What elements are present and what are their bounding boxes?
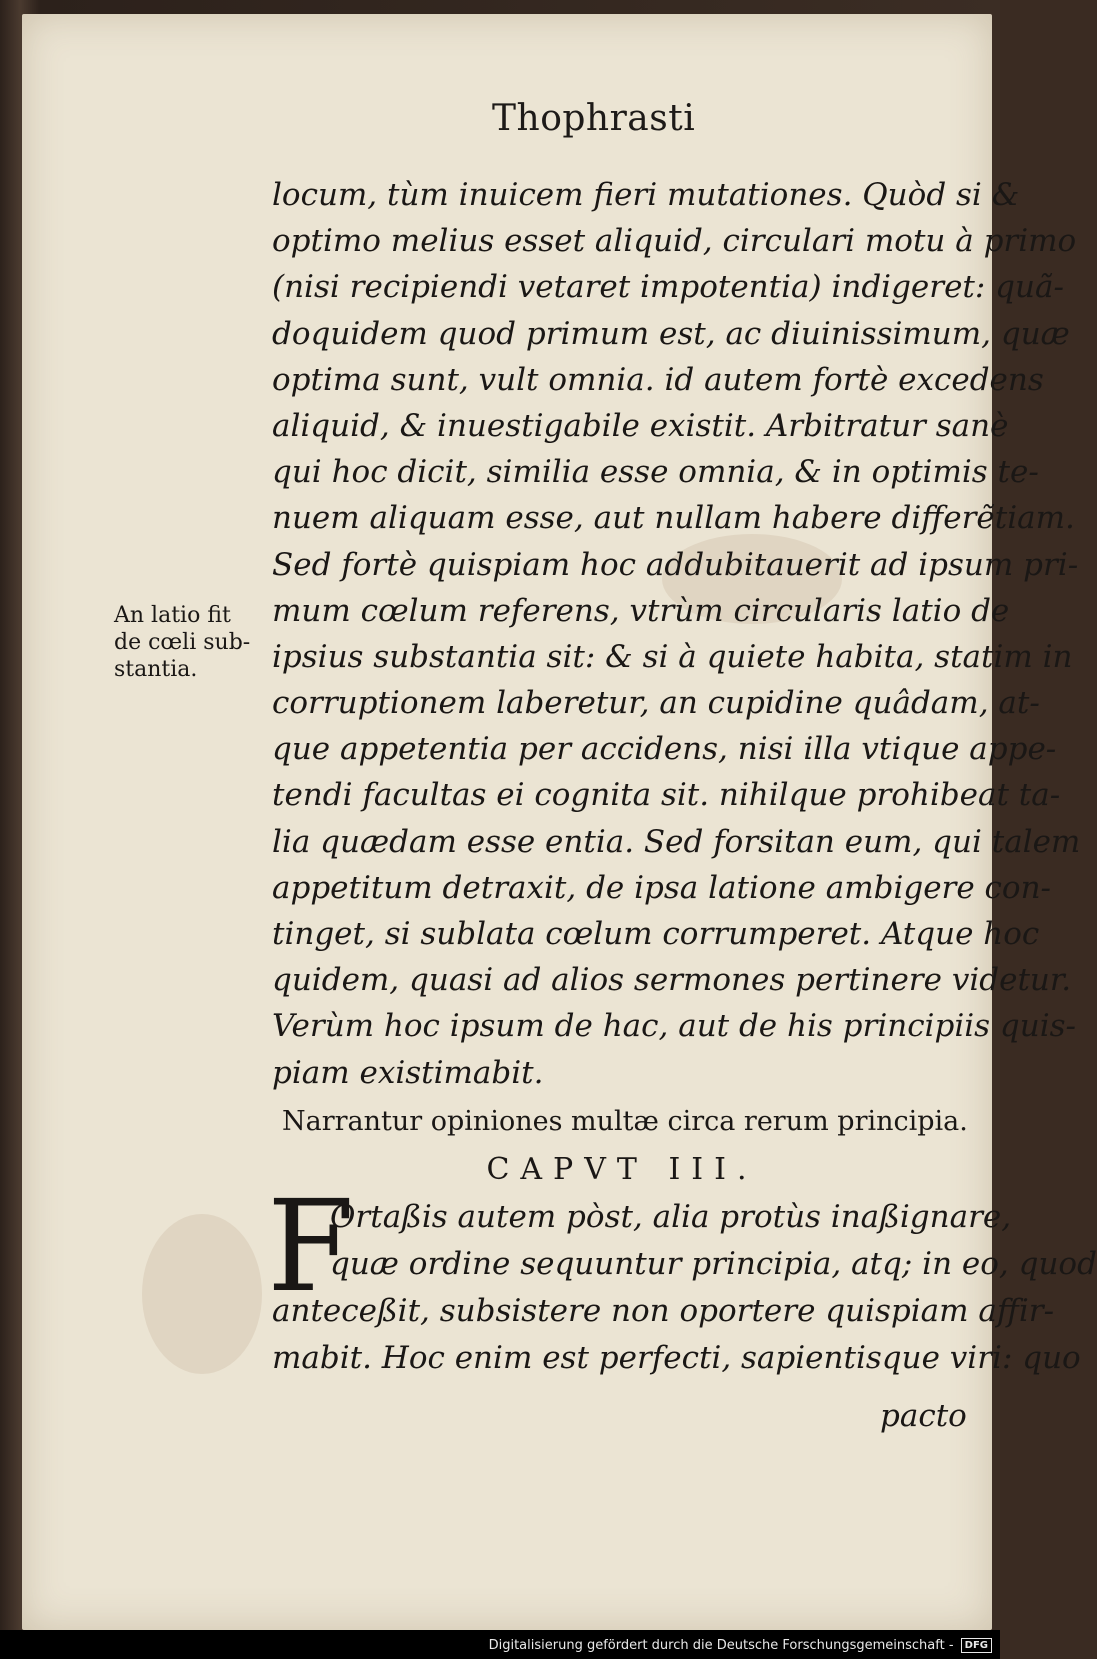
text-line: doquidem quod primum est, ac diuinissimum, quæ bbox=[272, 315, 1070, 352]
text-line: piam existimabit. bbox=[272, 1054, 544, 1091]
text-line: anteceßit, subsistere non oportere quispiam affir- bbox=[272, 1293, 1055, 1329]
paper-stain bbox=[142, 1214, 262, 1374]
dfg-logo-icon: DFG bbox=[961, 1638, 992, 1653]
text-line: mabit. Hoc enim est perfecti, sapientisque viri: quo bbox=[272, 1340, 1081, 1376]
text-line: nuem aliquam esse, aut nullam habere differẽtiam. bbox=[272, 500, 1075, 537]
text-line: Sed fortè quispiam hoc addubitauerit ad ipsum pri- bbox=[272, 546, 1079, 583]
text-line: optima sunt, vult omnia. id autem fortè excedens bbox=[272, 361, 1044, 398]
text-line: mum cœlum referens, vtrùm circularis latio de bbox=[272, 592, 1010, 629]
text-line: locum, tùm inuicem fieri mutationes. Quòd si & bbox=[272, 177, 1020, 213]
marginal-note-line: stantia. bbox=[114, 657, 198, 682]
text-line: quæ ordine sequuntur principia, atq; in eo, quod bbox=[330, 1246, 1097, 1282]
footer-credit-text: Digitalisierung gefördert durch die Deutsche Forschungsgemeinschaft - bbox=[488, 1638, 954, 1653]
text-line: qui hoc dicit, similia esse omnia, & in optimis te- bbox=[272, 454, 1039, 491]
body-text bbox=[272, 172, 1081, 1096]
text-line: tinget, si sublata cœlum corrumperet. Atque hoc bbox=[272, 916, 1040, 952]
text-line: ipsius substantia sit: & si à quiete habita, statim in bbox=[272, 638, 1073, 675]
chapter-heading: CAPVT III. bbox=[486, 1152, 758, 1187]
text-line: que appetentia per accidens, nisi illa vtique appe- bbox=[272, 731, 1057, 768]
text-line: aliquid, & inuestigabile existit. Arbitratur sanè bbox=[272, 407, 1009, 444]
catchword: pacto bbox=[880, 1398, 967, 1434]
text-line: optimo melius esset aliquid, circulari motu à primo bbox=[272, 223, 1077, 260]
marginal-note-line: An latio fit bbox=[114, 603, 231, 628]
chapter-text bbox=[272, 1194, 1097, 1382]
marginal-note bbox=[114, 602, 264, 683]
text-line: quidem, quasi ad alios sermones pertinere videtur. bbox=[272, 962, 1072, 999]
running-head: Thophrasti bbox=[492, 98, 696, 139]
text-line: corruptionem laberetur, an cupidine quâdam, at- bbox=[272, 685, 1040, 722]
text-line: Verùm hoc ipsum de hac, aut de his principiis quis- bbox=[272, 1008, 1077, 1045]
text-line: appetitum detraxit, de ipsa latione ambigere con- bbox=[272, 869, 1052, 906]
drop-cap: F bbox=[267, 1173, 355, 1320]
text-line: (nisi recipiendi vetaret impotentia) indigeret: quã- bbox=[272, 269, 1064, 306]
text-line: tendi facultas ei cognita sit. nihilque prohibeat ta- bbox=[272, 777, 1061, 814]
book-page bbox=[22, 14, 1097, 1630]
chapter-summary: Narrantur opiniones multæ circa rerum principia. bbox=[282, 1106, 968, 1137]
footer-bar bbox=[0, 1630, 1000, 1659]
marginal-note-line: de cœli sub- bbox=[114, 630, 251, 655]
text-line: Ortaßis autem pòst, alia protùs inaßignare, bbox=[330, 1199, 1012, 1235]
footer-credit bbox=[489, 1638, 992, 1653]
text-line: lia quædam esse entia. Sed forsitan eum, qui talem bbox=[272, 823, 1081, 860]
